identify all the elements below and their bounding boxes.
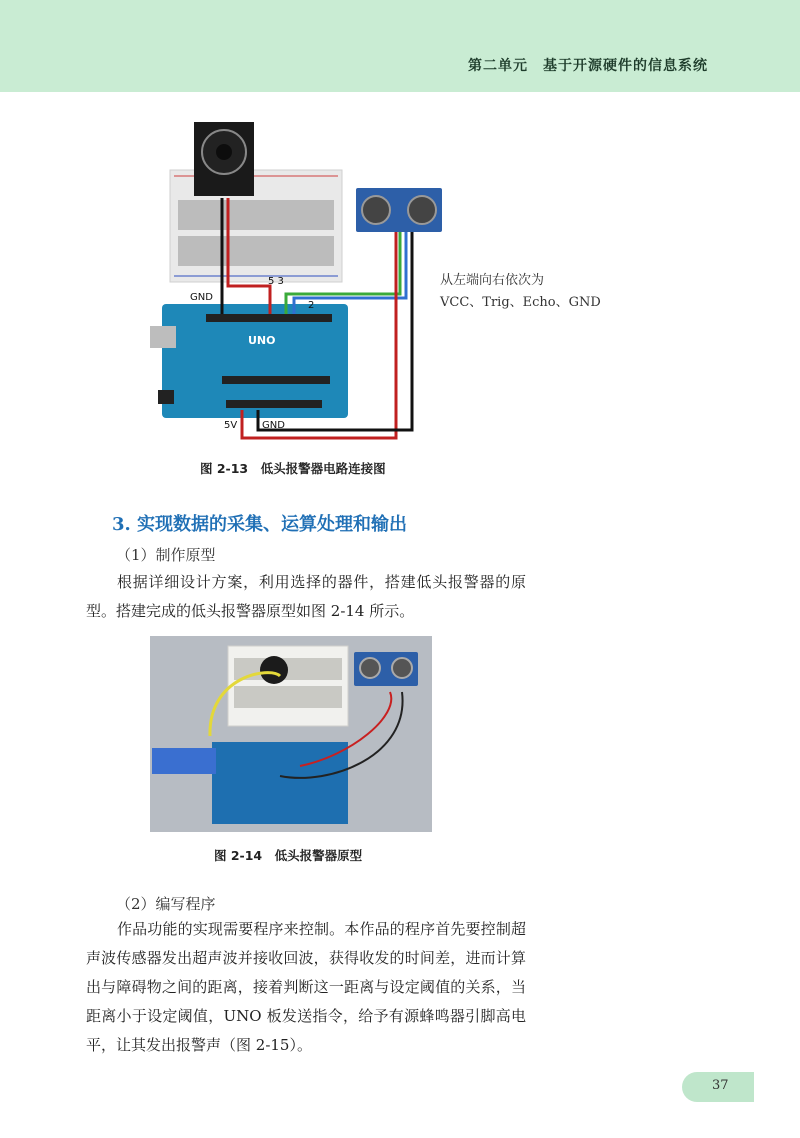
- label-pins-5-3: 5 3: [268, 276, 284, 287]
- sensor-pin-note-line1: 从左端向右依次为: [440, 273, 545, 288]
- subheading-programming: （2）编写程序: [116, 895, 216, 913]
- label-gnd-top: GND: [190, 292, 213, 303]
- sensor-pin-note: [440, 270, 601, 314]
- svg-text:UNO: UNO: [248, 334, 276, 347]
- circuit-diagram: [118, 108, 460, 456]
- prototype-photo: [150, 636, 432, 832]
- paragraph-prototype: 根据详细设计方案，利用选择的器件，搭建低头报警器的原型。搭建完成的低头报警器原型如图 2-14 所示。: [86, 573, 526, 620]
- sensor-pin-note-line2: VCC、Trig、Echo、GND: [440, 295, 601, 310]
- section-heading: 3. 实现数据的采集、运算处理和输出: [112, 514, 408, 535]
- subheading-prototype: （1）制作原型: [116, 546, 216, 564]
- paragraph-programming: 作品功能的实现需要程序来控制。本作品的程序首先要控制超声波传感器发出超声波并接收回波，获得收发的时间差，进而计算出与障碍物之间的距离，接着判断这一距离与设定阈值的关系，当距离小于设定阈值，UNO 板发送指令，给予有源蜂鸣器引脚高电平，让其发出报警声（图 2-15）。: [86, 920, 526, 1054]
- label-gnd-bottom: GND: [262, 420, 285, 431]
- figure-caption-2-13: 图 2-13 低头报警器电路连接图: [200, 461, 386, 476]
- page-number: 37: [712, 1078, 729, 1093]
- header-band: [0, 0, 800, 92]
- circuit-diagram-svg: [118, 108, 460, 456]
- label-pin-2: 2: [308, 300, 315, 311]
- label-5v: 5V: [224, 420, 238, 431]
- figure-caption-2-14: 图 2-14 低头报警器原型: [214, 848, 363, 863]
- chapter-title: 第二单元 基于开源硬件的信息系统: [468, 58, 708, 74]
